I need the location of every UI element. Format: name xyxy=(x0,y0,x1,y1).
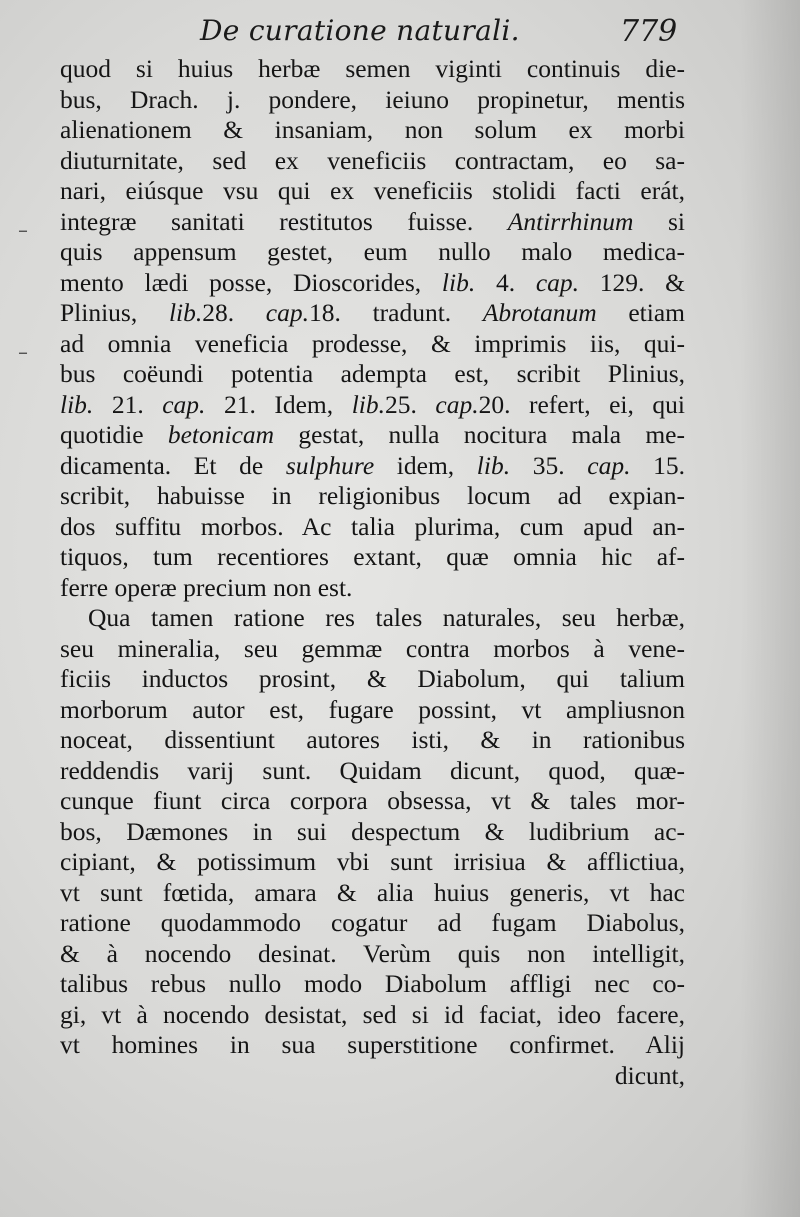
text-run: talibus rebus nullo modo Diabolum affligi nec co- xyxy=(60,969,685,998)
text-run: 28. xyxy=(202,298,266,327)
text-run: bos, Dæmones in sui despectum & ludibrium ac- xyxy=(60,816,685,846)
text-line xyxy=(60,786,685,817)
text-line xyxy=(60,573,685,604)
text-run: morborum autor est, fugare possint, vt ampliusnon xyxy=(60,694,685,724)
italic-term: cap. xyxy=(587,450,631,480)
italic-term: lib. xyxy=(60,389,94,419)
text-run: noceat, dissentiunt autores isti, & in rationibus xyxy=(60,725,685,754)
text-line xyxy=(60,542,685,573)
text-run: Qua tamen ratione res tales naturales, seu herbæ, xyxy=(88,603,685,632)
text-run: nari, eiúsque vsu qui ex veneficiis stolidi facti erát, xyxy=(60,176,685,205)
text-line xyxy=(60,268,685,299)
text-run: 21. xyxy=(93,389,163,419)
text-line xyxy=(60,481,685,512)
text-run: quotidie xyxy=(60,420,168,449)
text-run: ficiis inductos prosint, & Diabolum, qui talium xyxy=(60,664,685,693)
italic-term: sulphure xyxy=(285,450,375,480)
italic-term: cap. xyxy=(435,389,479,419)
italic-term: lib. xyxy=(168,298,203,327)
text-run: vt sunt fœtida, amara & alia huius generis, vt hac xyxy=(60,877,685,907)
text-line xyxy=(60,878,685,909)
running-title: De curatione naturali. xyxy=(200,14,520,47)
italic-term: betonicam xyxy=(167,420,275,449)
text-run: dos suffitu morbos. Ac talia plurima, cum apud an- xyxy=(60,511,685,541)
text-line xyxy=(60,420,685,451)
text-run: si xyxy=(633,206,685,236)
italic-term: cap. xyxy=(535,267,580,297)
text-run: etiam xyxy=(596,298,685,327)
margin-mark: – xyxy=(18,218,28,242)
text-run: 20. refert, ei, qui xyxy=(478,389,685,419)
text-line xyxy=(60,390,685,421)
text-line xyxy=(60,512,685,543)
text-line xyxy=(60,1030,685,1061)
text-line xyxy=(60,664,685,695)
text-run: idem, xyxy=(374,450,477,480)
text-run: Plinius, xyxy=(60,298,169,327)
text-line xyxy=(60,725,685,756)
text-line xyxy=(60,329,685,360)
text-line xyxy=(60,237,685,268)
text-run: bus coëundi potentia adempta est, scribit Plinius, xyxy=(60,359,685,388)
text-run: 25. xyxy=(384,389,436,419)
text-run: reddendis varij sunt. Quidam dicunt, quod, quæ- xyxy=(60,755,685,785)
text-line xyxy=(60,115,685,146)
text-run: quis appensum gestet, eum nullo malo medica- xyxy=(60,237,685,266)
text-run: quod si huius herbæ semen viginti continuis die- xyxy=(60,54,685,83)
body-text xyxy=(60,54,685,1091)
text-line xyxy=(60,146,685,177)
text-run: vt homines in sua superstitione confirmet. Alij xyxy=(60,1030,685,1059)
italic-term: lib. xyxy=(441,267,476,297)
text-run: ratione quodammodo cogatur ad fugam Diabolus, xyxy=(60,908,685,937)
text-run: cipiant, & potissimum vbi sunt irrisiua & afflictiua, xyxy=(60,847,685,876)
text-run: gestat, nulla nocitura mala me- xyxy=(274,420,685,449)
text-run: 35. xyxy=(510,450,588,480)
text-line xyxy=(60,207,685,238)
text-run: alienationem & insaniam, non solum ex morbi xyxy=(60,115,685,144)
text-line xyxy=(60,756,685,787)
text-run: ad omnia veneficia prodesse, & imprimis iis, qui- xyxy=(60,328,685,358)
text-run: 18. tradunt. xyxy=(309,298,483,327)
text-run: tiquos, tum recentiores extant, quæ omnia hic af- xyxy=(60,542,685,571)
text-line xyxy=(60,54,685,85)
text-run: gi, vt à nocendo desistat, sed si id faciat, ideo facere, xyxy=(60,999,685,1029)
text-line xyxy=(60,298,685,329)
page-number: 779 xyxy=(620,14,678,49)
text-run: integræ sanitati restitutos fuisse. xyxy=(60,206,508,236)
text-run: mento lædi posse, Dioscorides, xyxy=(60,267,442,297)
margin-mark: – xyxy=(18,340,28,364)
italic-term: cap. xyxy=(265,298,309,327)
text-line xyxy=(60,603,685,634)
italic-term: cap. xyxy=(162,389,206,419)
text-line xyxy=(60,1061,685,1092)
text-run: 4. xyxy=(475,267,536,297)
text-line xyxy=(60,176,685,207)
italic-term: lib. xyxy=(351,389,385,419)
page-gutter-shadow xyxy=(740,0,800,1217)
text-line xyxy=(60,85,685,116)
text-run: cunque fiunt circa corpora obsessa, vt & tales mor- xyxy=(60,786,685,815)
text-run: seu mineralia, seu gemmæ contra morbos à vene- xyxy=(60,633,685,663)
text-run: diuturnitate, sed ex veneficiis contractam, eo sa- xyxy=(60,145,685,175)
text-run: ferre operæ precium non est. xyxy=(60,572,353,602)
text-line xyxy=(60,817,685,848)
italic-term: Abrotanum xyxy=(482,298,597,327)
text-line xyxy=(60,695,685,726)
text-run: dicamenta. Et de xyxy=(60,450,286,480)
text-line xyxy=(60,634,685,665)
text-line xyxy=(60,1000,685,1031)
text-line xyxy=(60,969,685,1000)
text-run: 15. xyxy=(630,450,685,480)
text-line xyxy=(60,847,685,878)
text-run: dicunt, xyxy=(614,1060,685,1090)
text-run: 21. Idem, xyxy=(205,389,352,419)
text-line xyxy=(60,451,685,482)
text-run: & à nocendo desinat. Verùm quis non intelligit, xyxy=(60,938,685,968)
text-line xyxy=(60,908,685,939)
text-run: 129. & xyxy=(579,267,685,297)
text-run: bus, Drach. j. pondere, ieiuno propinetur, mentis xyxy=(60,84,685,114)
text-run: scribit, habuisse in religionibus locum ad expian- xyxy=(60,481,685,510)
text-line xyxy=(60,939,685,970)
text-line xyxy=(60,359,685,390)
italic-term: Antirrhinum xyxy=(507,206,634,236)
italic-term: lib. xyxy=(476,450,511,480)
